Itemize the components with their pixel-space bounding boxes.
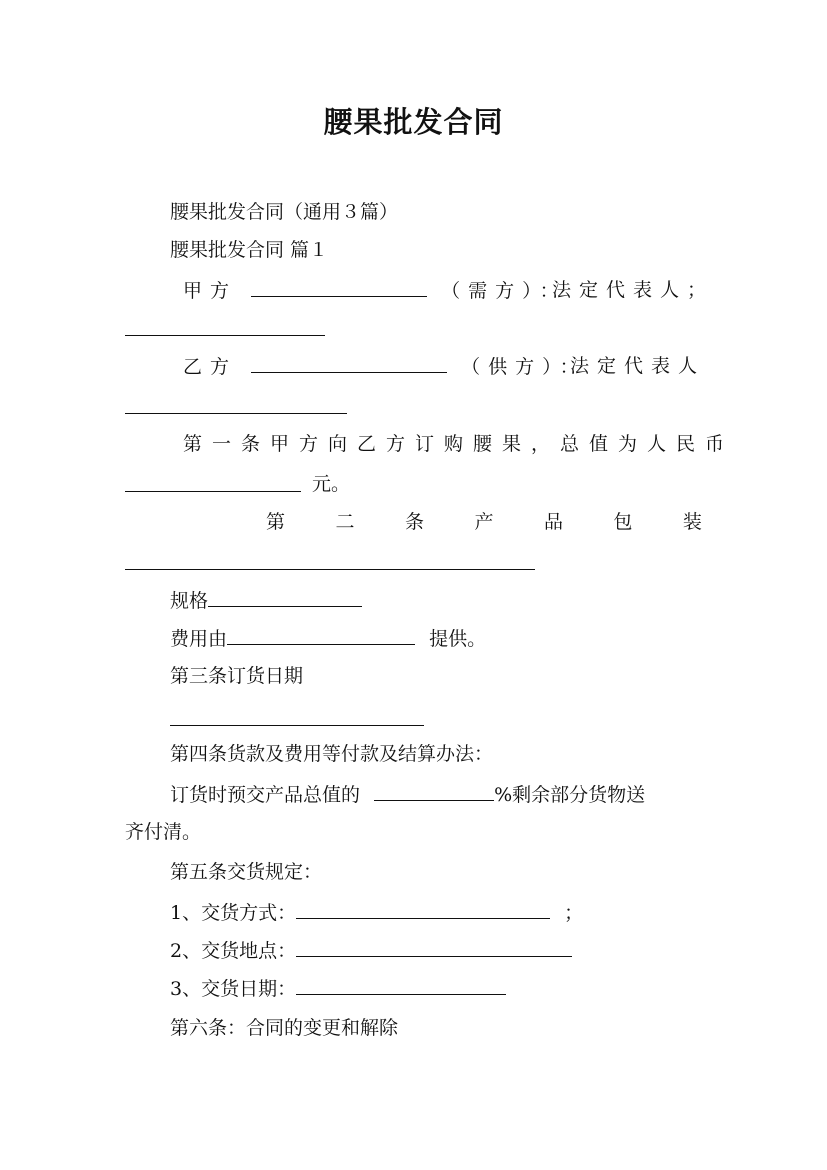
article3-heading: 第三条订货日期	[170, 665, 304, 687]
prepay-prefix: 订货时预交产品总值的	[170, 784, 361, 806]
article2-char: 二	[335, 511, 355, 533]
delivery-method-label: 1、交货方式：	[170, 902, 297, 924]
article1-text: 第一条甲方向乙方订购腰果，总值为人民币	[183, 433, 735, 455]
party-a-role: （需方）：	[441, 280, 567, 302]
delivery-place-line	[170, 936, 572, 965]
article2-char: 第	[266, 511, 286, 533]
article2-char: 包	[613, 511, 633, 533]
delivery-method-end: ；	[564, 902, 584, 924]
prepay-line	[170, 780, 645, 809]
article2-char: 品	[543, 511, 563, 533]
spec-line	[170, 586, 362, 615]
party-a-rep: 法定代表人；	[552, 279, 715, 301]
party-b-role: （供方）：	[461, 356, 587, 378]
spec-blank	[208, 586, 362, 607]
section-heading: 腰果批发合同 篇１	[170, 239, 329, 261]
party-b-blank	[251, 352, 447, 373]
article1-amount-blank	[125, 490, 301, 492]
document-subtitle: 腰果批发合同（通用３篇）	[170, 201, 399, 223]
article1-unit: 元。	[312, 473, 351, 495]
article2-char: 装	[682, 511, 702, 533]
article4-heading: 第四条货款及费用等付款及结算办法：	[170, 743, 494, 765]
party-b-rep: 法定代表人	[570, 355, 706, 377]
article2-heading	[266, 508, 702, 536]
article5-heading: 第五条交货规定：	[170, 861, 323, 883]
article2-char: 产	[474, 511, 494, 533]
prepay-percent-blank	[374, 780, 494, 801]
delivery-place-label: 2、交货地点：	[170, 940, 297, 962]
article2-packaging-blank	[125, 568, 535, 570]
document-title: 腰果批发合同	[323, 105, 504, 139]
delivery-method-blank	[296, 898, 550, 919]
delivery-date-blank	[296, 974, 506, 995]
article6-heading: 第六条：合同的变更和解除	[170, 1017, 399, 1039]
prepay-suffix: %剩余部分货物送	[494, 784, 646, 806]
party-b-rep-blank	[125, 412, 347, 414]
party-a-rep-blank	[125, 334, 325, 336]
party-b-label: 乙方	[183, 356, 238, 378]
article3-date-blank	[170, 724, 424, 726]
article2-char: 条	[404, 511, 424, 533]
delivery-method-line	[170, 898, 583, 927]
prepay-line2: 齐付清。	[125, 821, 202, 843]
delivery-date-line	[170, 974, 506, 1003]
fee-suffix: 提供。	[429, 628, 487, 650]
delivery-date-label: 3、交货日期：	[170, 978, 297, 1000]
fee-blank	[227, 624, 415, 645]
delivery-place-blank	[296, 936, 572, 957]
party-a-label: 甲方	[183, 280, 238, 302]
spec-label: 规格	[170, 590, 209, 612]
party-a-blank	[251, 276, 427, 297]
party-b-line	[183, 352, 587, 381]
party-a-line	[183, 276, 567, 305]
fee-line	[170, 624, 486, 653]
fee-label: 费用由	[170, 628, 228, 650]
